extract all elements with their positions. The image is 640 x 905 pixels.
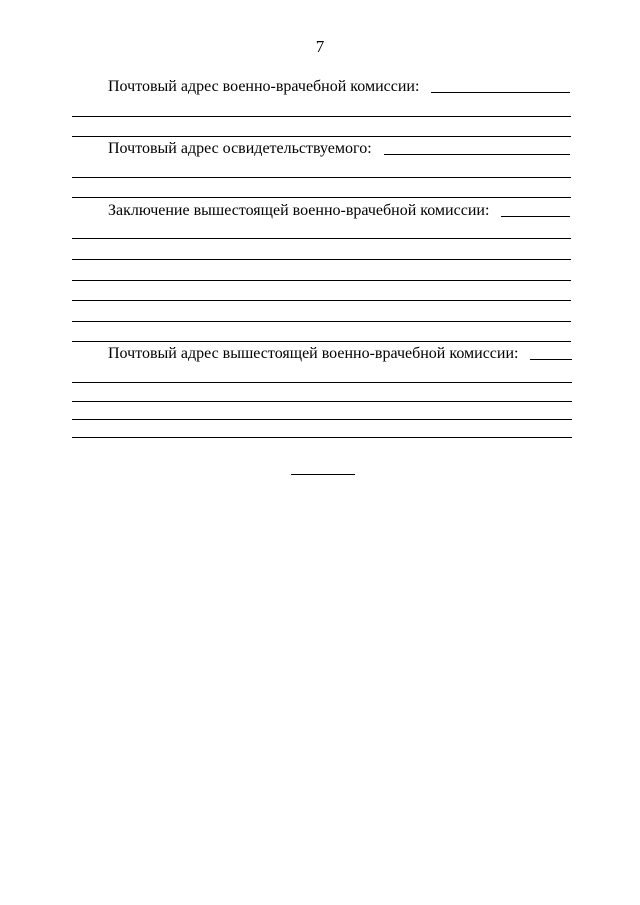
military-commission-address-line-2[interactable] xyxy=(72,136,571,137)
superior-commission-conclusion-line-2[interactable] xyxy=(72,259,571,260)
superior-commission-address-line-2[interactable] xyxy=(72,401,572,402)
military-commission-address-label: Почтовый адрес военно-врачебной комиссии: xyxy=(108,78,420,95)
military-commission-address-blank[interactable] xyxy=(431,92,570,93)
examinee-address-line-2[interactable] xyxy=(72,197,571,198)
superior-commission-address-label: Почтовый адрес вышестоящей военно-врачебной комиссии: xyxy=(108,345,519,362)
examinee-address-field[interactable] xyxy=(108,140,570,158)
superior-commission-conclusion-line-5[interactable] xyxy=(72,321,571,322)
superior-commission-address-line-3[interactable] xyxy=(72,419,572,420)
superior-commission-conclusion-line-1[interactable] xyxy=(72,238,571,239)
examinee-address-label: Почтовый адрес освидетельствуемого: xyxy=(108,140,372,157)
superior-commission-address-line-1[interactable] xyxy=(72,382,572,383)
superior-commission-conclusion-blank[interactable] xyxy=(501,216,570,217)
superior-commission-address-field[interactable] xyxy=(108,345,572,363)
superior-commission-conclusion-line-4[interactable] xyxy=(72,300,571,301)
superior-commission-conclusion-line-6[interactable] xyxy=(72,341,571,342)
examinee-address-line-1[interactable] xyxy=(72,177,571,178)
superior-commission-conclusion-label: Заключение вышестоящей военно-врачебной комиссии: xyxy=(108,202,490,219)
examinee-address-blank[interactable] xyxy=(384,154,570,155)
military-commission-address-line-1[interactable] xyxy=(72,116,571,117)
page-number: 7 xyxy=(315,37,325,56)
end-of-document-rule xyxy=(291,474,355,475)
superior-commission-address-blank[interactable] xyxy=(530,359,572,360)
military-commission-address-field[interactable] xyxy=(108,78,570,96)
superior-commission-conclusion-line-3[interactable] xyxy=(72,280,571,281)
superior-commission-address-line-4[interactable] xyxy=(72,437,572,438)
superior-commission-conclusion-field[interactable] xyxy=(108,202,570,220)
